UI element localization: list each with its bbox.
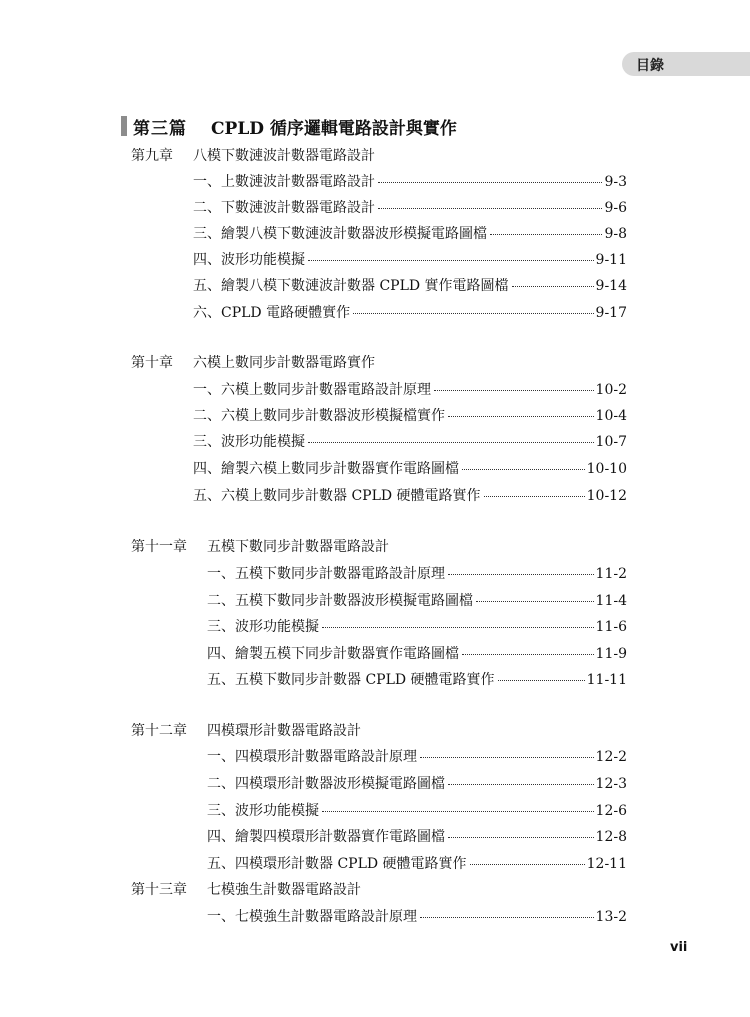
toc-entry[interactable]: [193, 171, 627, 191]
chapter-title: 七模強生計數器電路設計: [207, 882, 361, 898]
toc-entry[interactable]: [207, 853, 627, 873]
chapter-number: 第十三章: [131, 882, 187, 898]
toc-entry[interactable]: [207, 906, 627, 926]
toc-entry[interactable]: [193, 431, 627, 451]
section-tab: [622, 52, 750, 76]
toc-entry-title: 四、繪製六模上數同步計數器實作電路圖檔: [193, 461, 459, 477]
dot-leader: [470, 863, 585, 865]
dot-leader: [378, 207, 602, 209]
toc-entry-page: 11-6: [595, 619, 627, 635]
toc-entry-title: 二、五模下數同步計數器波形模擬電路圖檔: [207, 593, 473, 609]
chapter-heading: [131, 879, 361, 899]
dot-leader: [490, 233, 602, 235]
dot-leader: [448, 783, 594, 785]
toc-entry-title: 三、繪製八模下數漣波計數器波形模擬電路圖檔: [193, 226, 487, 242]
dot-leader: [512, 285, 594, 287]
dot-leader: [434, 389, 594, 391]
toc-entry[interactable]: [193, 223, 627, 243]
toc-entry-title: 四、波形功能模擬: [193, 252, 305, 268]
toc-entry-title: 五、五模下數同步計數器 CPLD 硬體電路實作: [207, 672, 495, 688]
dot-leader: [462, 468, 585, 470]
dot-leader: [308, 441, 594, 443]
chapter-heading: [131, 536, 389, 556]
toc-entry-title: 二、六模上數同步計數器波形模擬檔實作: [193, 408, 445, 424]
toc-entry-title: 一、五模下數同步計數器電路設計原理: [207, 566, 445, 582]
toc-entry[interactable]: [193, 458, 627, 478]
toc-entry[interactable]: [207, 616, 627, 636]
toc-entry[interactable]: [207, 590, 627, 610]
toc-entry[interactable]: [193, 379, 627, 399]
part-title: CPLD 循序邏輯電路設計與實作: [211, 118, 457, 139]
toc-entry-page: 11-4: [595, 593, 627, 609]
toc-entry-page: 10-10: [586, 461, 627, 477]
toc-entry-page: 12-6: [595, 803, 627, 819]
part-marker-bar: [121, 116, 127, 136]
toc-entry-title: 六、CPLD 電路硬體實作: [193, 305, 351, 321]
toc-entry[interactable]: [193, 275, 627, 295]
chapter-title: 八模下數漣波計數器電路設計: [193, 148, 375, 164]
toc-entry[interactable]: [193, 405, 627, 425]
toc-entry-page: 10-12: [586, 488, 627, 504]
toc-entry-page: 9-3: [604, 174, 627, 190]
toc-entry[interactable]: [207, 669, 627, 689]
chapter-number: 第九章: [131, 148, 173, 164]
toc-entry[interactable]: [193, 485, 627, 505]
toc-entry[interactable]: [207, 800, 627, 820]
dot-leader: [476, 600, 594, 602]
toc-entry-page: 9-11: [595, 252, 627, 268]
chapter-number: 第十一章: [131, 539, 187, 555]
section-tab-label: 目錄: [636, 58, 664, 74]
toc-entry[interactable]: [207, 773, 627, 793]
dot-leader: [484, 495, 585, 497]
toc-entry-page: 9-17: [595, 305, 627, 321]
dot-leader: [420, 756, 594, 758]
dot-leader: [378, 181, 602, 183]
toc-entry-title: 三、波形功能模擬: [207, 619, 319, 635]
toc-entry-page: 9-8: [604, 226, 627, 242]
dot-leader: [448, 836, 594, 838]
chapter-heading: [131, 720, 361, 740]
toc-entry-title: 一、四模環形計數器電路設計原理: [207, 749, 417, 765]
toc-entry-page: 10-7: [595, 434, 627, 450]
toc-entry-title: 五、六模上數同步計數器 CPLD 硬體電路實作: [193, 488, 481, 504]
dot-leader: [448, 573, 594, 575]
toc-entry-title: 四、繪製五模下同步計數器實作電路圖檔: [207, 646, 459, 662]
dot-leader: [308, 259, 594, 261]
dot-leader: [448, 415, 594, 417]
toc-entry-title: 五、繪製八模下數漣波計數器 CPLD 實作電路圖檔: [193, 278, 509, 294]
toc-entry-page: 11-9: [595, 646, 627, 662]
toc-entry[interactable]: [193, 302, 627, 322]
toc-entry-title: 二、下數漣波計數器電路設計: [193, 200, 375, 216]
dot-leader: [462, 653, 594, 655]
dot-leader: [420, 916, 594, 918]
dot-leader: [322, 810, 594, 812]
chapter-number: 第十二章: [131, 723, 187, 739]
dot-leader: [498, 679, 585, 681]
toc-entry-page: 11-2: [595, 566, 627, 582]
toc-entry[interactable]: [207, 643, 627, 663]
toc-entry-page: 12-8: [595, 829, 627, 845]
chapter-title: 四模環形計數器電路設計: [207, 723, 361, 739]
toc-entry-page: 12-3: [595, 776, 627, 792]
chapter-heading: [131, 145, 375, 165]
toc-entry[interactable]: [193, 197, 627, 217]
chapter-heading: [131, 352, 375, 372]
toc-entry-page: 10-4: [595, 408, 627, 424]
toc-entry-page: 12-2: [595, 749, 627, 765]
toc-entry-title: 一、六模上數同步計數器電路設計原理: [193, 382, 431, 398]
toc-entry-title: 一、上數漣波計數器電路設計: [193, 174, 375, 190]
toc-entry[interactable]: [207, 746, 627, 766]
toc-entry[interactable]: [207, 826, 627, 846]
page-number: vii: [670, 940, 688, 955]
dot-leader: [353, 312, 593, 314]
part-heading: [121, 114, 641, 138]
toc-entry-page: 13-2: [595, 909, 627, 925]
toc-entry[interactable]: [193, 249, 627, 269]
toc-entry-page: 10-2: [595, 382, 627, 398]
part-label: 第三篇: [133, 118, 187, 139]
dot-leader: [322, 626, 594, 628]
toc-entry-title: 三、波形功能模擬: [193, 434, 305, 450]
chapter-number: 第十章: [131, 355, 173, 371]
toc-entry-title: 四、繪製四模環形計數器實作電路圖檔: [207, 829, 445, 845]
toc-entry-page: 9-6: [604, 200, 627, 216]
chapter-title: 五模下數同步計數器電路設計: [207, 539, 389, 555]
toc-entry[interactable]: [207, 563, 627, 583]
toc-entry-title: 五、四模環形計數器 CPLD 硬體電路實作: [207, 856, 467, 872]
toc-entry-title: 一、七模強生計數器電路設計原理: [207, 909, 417, 925]
toc-entry-page: 9-14: [595, 278, 627, 294]
toc-entry-page: 11-11: [586, 672, 627, 688]
toc-entry-page: 12-11: [586, 856, 627, 872]
toc-entry-title: 二、四模環形計數器波形模擬電路圖檔: [207, 776, 445, 792]
chapter-title: 六模上數同步計數器電路實作: [193, 355, 375, 371]
toc-entry-title: 三、波形功能模擬: [207, 803, 319, 819]
